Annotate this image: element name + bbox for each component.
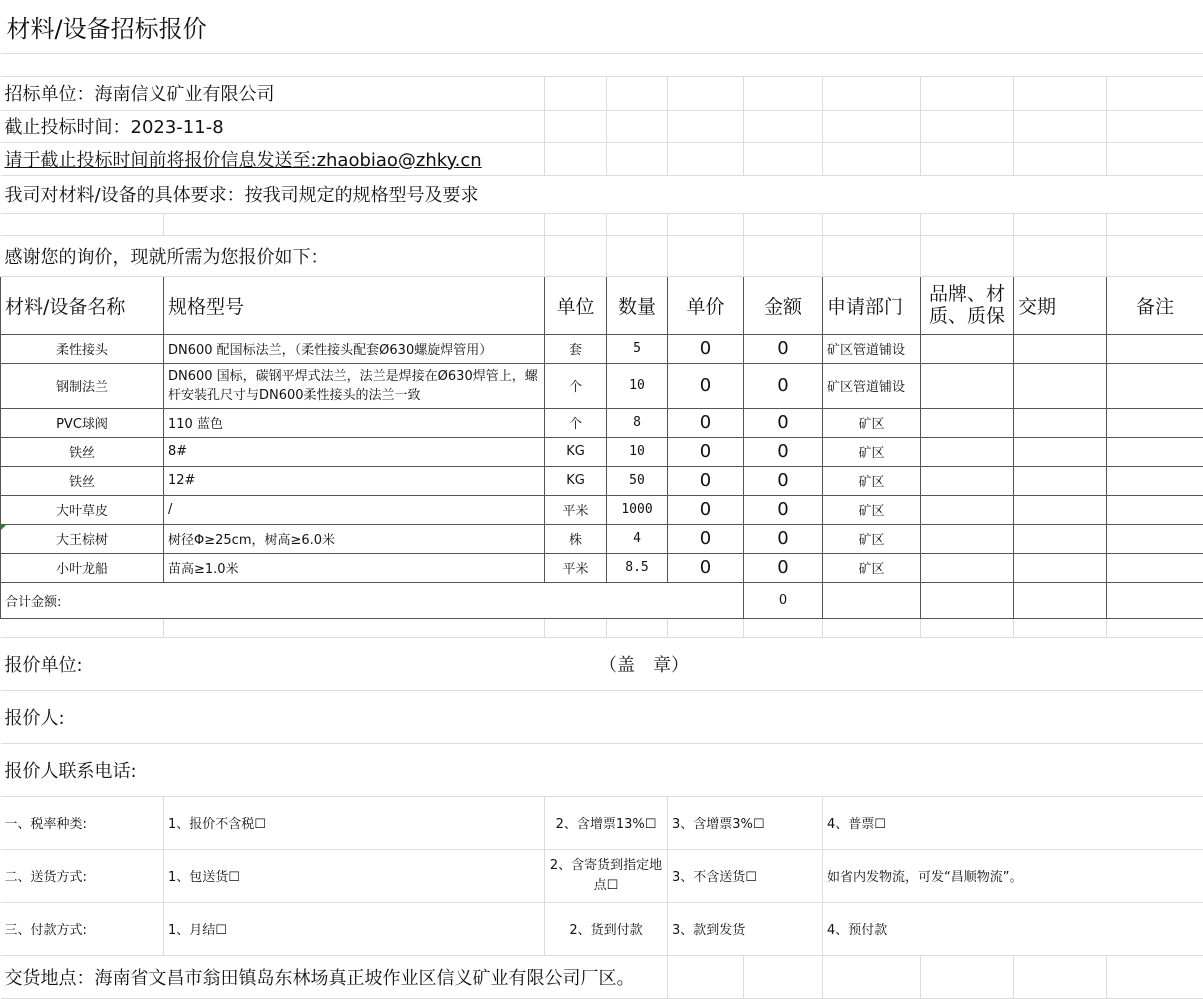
pay-option-1[interactable]: 1、月结☐ (164, 902, 545, 955)
item-unit[interactable]: 套 (545, 334, 607, 363)
item-unit[interactable]: KG (545, 437, 607, 466)
col-header-amount: 金额 (744, 276, 823, 334)
col-header-spec: 规格型号 (164, 276, 545, 334)
item-delivery[interactable] (1014, 437, 1107, 466)
item-amount[interactable]: 0 (744, 466, 823, 495)
item-delivery[interactable] (1014, 408, 1107, 437)
item-spec[interactable]: / (164, 495, 545, 524)
item-name[interactable]: 大叶草皮 (1, 495, 164, 524)
item-brand[interactable] (921, 408, 1014, 437)
table-row (1, 495, 1203, 524)
ship-option-2[interactable]: 2、含寄货到指定地点☐ (545, 849, 668, 902)
item-dept[interactable]: 矿区 (823, 524, 921, 553)
item-qty[interactable]: 10 (607, 363, 668, 408)
table-row (1, 437, 1203, 466)
item-spec[interactable]: 12# (164, 466, 545, 495)
item-remark[interactable] (1107, 363, 1203, 408)
col-header-dept: 申请部门 (823, 276, 921, 334)
item-name[interactable]: 铁丝 (1, 466, 164, 495)
tax-label: 一、税率种类: (1, 796, 164, 849)
col-header-remark: 备注 (1107, 276, 1203, 334)
item-price[interactable]: 0 (668, 437, 744, 466)
table-row (1, 524, 1203, 553)
item-price[interactable]: 0 (668, 553, 744, 582)
ship-label: 二、送货方式: (1, 849, 164, 902)
item-name[interactable]: 钢制法兰 (1, 363, 164, 408)
item-spec[interactable]: 苗高≥1.0米 (164, 553, 545, 582)
item-qty[interactable]: 1000 (607, 495, 668, 524)
item-brand[interactable] (921, 466, 1014, 495)
tax-option-3[interactable]: 3、含增票3%☐ (668, 796, 823, 849)
item-remark[interactable] (1107, 437, 1203, 466)
item-delivery[interactable] (1014, 553, 1107, 582)
requirement-info: 我司对材料/设备的具体要求：按我司规定的规格型号及要求 (1, 175, 1203, 213)
item-amount[interactable]: 0 (744, 495, 823, 524)
item-unit[interactable]: 平米 (545, 495, 607, 524)
table-row (1, 334, 1203, 363)
table-header-row (1, 276, 1203, 334)
item-qty[interactable]: 50 (607, 466, 668, 495)
item-amount[interactable]: 0 (744, 408, 823, 437)
col-header-name: 材料/设备名称 (1, 276, 164, 334)
item-delivery[interactable] (1014, 363, 1107, 408)
item-spec[interactable]: DN600 配国标法兰，（柔性接头配套Ø630螺旋焊管用） (164, 334, 545, 363)
item-amount[interactable]: 0 (744, 437, 823, 466)
item-amount[interactable]: 0 (744, 553, 823, 582)
quote-unit-label: 报价单位: (1, 637, 545, 690)
item-remark[interactable] (1107, 334, 1203, 363)
send-to-link[interactable]: 请于截止投标时间前将报价信息发送至:zhaobiao@zhky.cn (1, 142, 545, 175)
delivery-place: 交货地点：海南省文昌市翁田镇岛东林场真正坡作业区信义矿业有限公司厂区。 (1, 955, 668, 998)
tax-row (1, 796, 1203, 849)
pay-label: 三、付款方式: (1, 902, 164, 955)
col-header-qty: 数量 (607, 276, 668, 334)
item-name[interactable]: 铁丝 (1, 437, 164, 466)
item-price[interactable]: 0 (668, 408, 744, 437)
item-price[interactable]: 0 (668, 334, 744, 363)
item-price[interactable]: 0 (668, 363, 744, 408)
table-row (1, 466, 1203, 495)
col-header-unit: 单位 (545, 276, 607, 334)
item-price[interactable]: 0 (668, 495, 744, 524)
item-unit[interactable]: 个 (545, 408, 607, 437)
item-name[interactable]: 柔性接头 (1, 334, 164, 363)
item-dept[interactable]: 矿区 (823, 437, 921, 466)
item-qty[interactable]: 5 (607, 334, 668, 363)
item-dept[interactable]: 矿区 (823, 466, 921, 495)
item-qty[interactable]: 8 (607, 408, 668, 437)
item-dept[interactable]: 矿区 (823, 408, 921, 437)
item-dept[interactable]: 矿区管道铺设 (823, 363, 921, 408)
item-brand[interactable] (921, 553, 1014, 582)
item-delivery[interactable] (1014, 334, 1107, 363)
item-brand[interactable] (921, 363, 1014, 408)
pay-row (1, 902, 1203, 955)
item-amount[interactable]: 0 (744, 334, 823, 363)
item-name[interactable]: 小叶龙船 (1, 553, 164, 582)
col-header-delivery: 交期 (1014, 276, 1107, 334)
item-brand[interactable] (921, 334, 1014, 363)
item-unit[interactable]: 平米 (545, 553, 607, 582)
item-amount[interactable]: 0 (744, 363, 823, 408)
tax-option-1[interactable]: 1、报价不含税☐ (164, 796, 545, 849)
item-brand[interactable] (921, 524, 1014, 553)
item-remark[interactable] (1107, 466, 1203, 495)
item-price[interactable]: 0 (668, 524, 744, 553)
ship-option-3[interactable]: 3、不含送货☐ (668, 849, 823, 902)
item-unit[interactable]: KG (545, 466, 607, 495)
table-row (1, 363, 1203, 408)
table-row (1, 408, 1203, 437)
pay-option-2[interactable]: 2、货到付款 (545, 902, 668, 955)
item-amount[interactable]: 0 (744, 524, 823, 553)
item-delivery[interactable] (1014, 524, 1107, 553)
item-brand[interactable] (921, 437, 1014, 466)
total-row (1, 582, 1203, 618)
item-dept[interactable]: 矿区管道铺设 (823, 334, 921, 363)
item-dept[interactable]: 矿区 (823, 495, 921, 524)
table-row (1, 553, 1203, 582)
item-brand[interactable] (921, 495, 1014, 524)
item-qty[interactable]: 10 (607, 437, 668, 466)
cell-comment-indicator-icon (1, 524, 7, 530)
tax-option-2[interactable]: 2、含增票13%☐ (545, 796, 668, 849)
item-spec[interactable]: 110 蓝色 (164, 408, 545, 437)
ship-row (1, 849, 1203, 902)
item-delivery[interactable] (1014, 495, 1107, 524)
item-remark[interactable] (1107, 524, 1203, 553)
blank-row (1, 53, 1203, 76)
item-name[interactable]: 大王棕树 (1, 524, 164, 553)
tax-option-4[interactable]: 4、普票☐ (823, 796, 1203, 849)
total-value[interactable]: 0 (744, 582, 823, 618)
item-price[interactable]: 0 (668, 466, 744, 495)
item-spec[interactable]: 8# (164, 437, 545, 466)
item-name[interactable]: PVC球阀 (1, 408, 164, 437)
phone-label: 报价人联系电话: (1, 743, 1203, 796)
item-unit[interactable]: 个 (545, 363, 607, 408)
item-qty[interactable]: 4 (607, 524, 668, 553)
item-remark[interactable] (1107, 408, 1203, 437)
item-spec[interactable]: 树径Φ≥25cm，树高≥6.0米 (164, 524, 545, 553)
deadline-info: 截止投标时间：2023-11-8 (1, 110, 545, 142)
bidder-info: 招标单位：海南信义矿业有限公司 (1, 76, 545, 110)
total-label: 合计金额: (1, 582, 744, 618)
item-dept[interactable]: 矿区 (823, 553, 921, 582)
col-header-price: 单价 (668, 276, 744, 334)
page-title: 材料/设备招标报价 (1, 0, 1203, 53)
ship-note: 如省内发物流，可发“昌顺物流”。 (823, 849, 1203, 902)
item-unit[interactable]: 株 (545, 524, 607, 553)
ship-option-1[interactable]: 1、包送货☐ (164, 849, 545, 902)
item-remark[interactable] (1107, 495, 1203, 524)
col-header-brand: 品牌、材质、质保 (921, 276, 1014, 334)
pay-option-4[interactable]: 4、预付款 (823, 902, 1203, 955)
seal-label: （盖 章） (545, 637, 744, 690)
pay-option-3[interactable]: 3、款到发货 (668, 902, 823, 955)
item-qty[interactable]: 8.5 (607, 553, 668, 582)
item-delivery[interactable] (1014, 466, 1107, 495)
item-remark[interactable] (1107, 553, 1203, 582)
thanks-text: 感谢您的询价，现就所需为您报价如下： (1, 235, 545, 276)
item-spec[interactable]: DN600 国标，碳钢平焊式法兰，法兰是焊接在Ø630焊管上，螺杆安装孔尺寸与DN600柔性接头的法兰一致 (164, 363, 545, 408)
quoter-label: 报价人: (1, 690, 1203, 743)
